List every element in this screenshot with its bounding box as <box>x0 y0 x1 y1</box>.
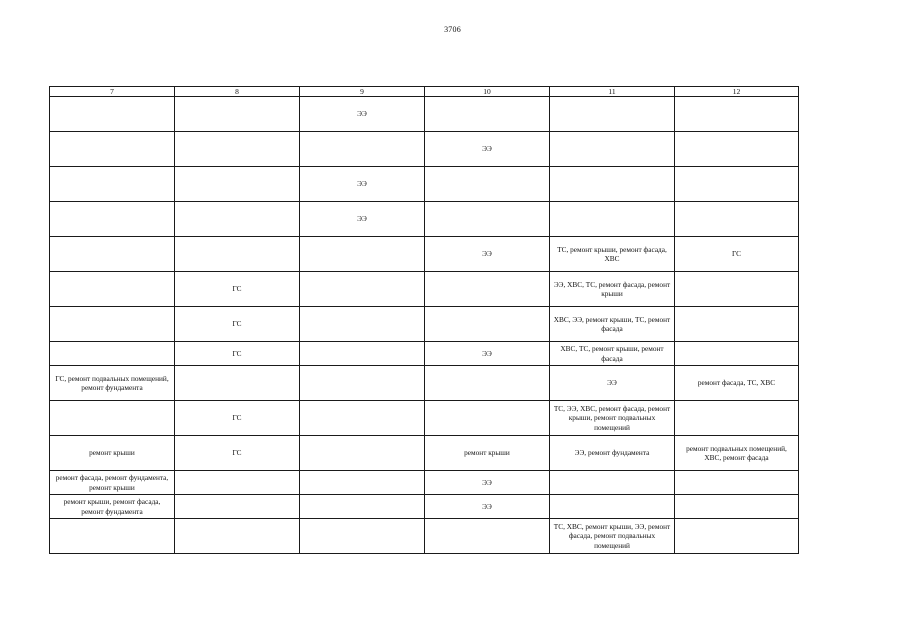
table-cell <box>300 307 425 342</box>
table-row <box>50 97 799 132</box>
table-cell <box>175 471 300 495</box>
table-cell: ЭЭ <box>300 202 425 237</box>
table-cell <box>175 519 300 554</box>
table-cell: ГС <box>175 272 300 307</box>
schedule-table <box>49 86 799 554</box>
table-cell: ЭЭ <box>425 342 550 366</box>
column-header: 12 <box>675 87 799 97</box>
table-cell <box>550 202 675 237</box>
table-cell: ЭЭ <box>425 237 550 272</box>
table-cell <box>425 167 550 202</box>
table-cell <box>675 342 799 366</box>
table-cell <box>675 471 799 495</box>
table-cell <box>425 401 550 436</box>
table-cell <box>50 401 175 436</box>
table-cell <box>675 97 799 132</box>
table-cell <box>300 401 425 436</box>
table-cell <box>675 307 799 342</box>
table-cell: ЭЭ, ХВС, ТС, ремонт фасада, ремонт крыши <box>550 272 675 307</box>
table-cell <box>425 307 550 342</box>
table-cell <box>50 167 175 202</box>
table-cell: ЭЭ <box>300 97 425 132</box>
table-cell <box>425 366 550 401</box>
table-cell <box>550 471 675 495</box>
table-row <box>50 471 799 495</box>
table-cell: ЭЭ <box>300 167 425 202</box>
table-cell: ЭЭ <box>425 495 550 519</box>
table-row <box>50 366 799 401</box>
table-cell <box>300 342 425 366</box>
table-cell <box>550 495 675 519</box>
column-header: 8 <box>175 87 300 97</box>
table-cell: ГС <box>675 237 799 272</box>
table-cell: ТС, ХВС, ремонт крыши, ЭЭ, ремонт фасада, ремонт подвальных помещений <box>550 519 675 554</box>
table-cell <box>175 237 300 272</box>
table-cell <box>300 436 425 471</box>
table-cell <box>300 132 425 167</box>
table-cell <box>675 519 799 554</box>
table-cell <box>50 202 175 237</box>
table-cell <box>675 167 799 202</box>
table-row <box>50 342 799 366</box>
table-cell: ремонт фасада, ТС, ХВС <box>675 366 799 401</box>
table-cell <box>675 202 799 237</box>
table-row <box>50 132 799 167</box>
table-cell: ГС, ремонт подвальных помещений, ремонт фундамента <box>50 366 175 401</box>
table-row <box>50 237 799 272</box>
table-cell <box>300 237 425 272</box>
header-row <box>50 87 799 97</box>
table-cell: ремонт фасада, ремонт фундамента, ремонт крыши <box>50 471 175 495</box>
table-cell <box>50 237 175 272</box>
table-cell: ХВС, ЭЭ, ремонт крыши, ТС, ремонт фасада <box>550 307 675 342</box>
table-row <box>50 495 799 519</box>
table-cell <box>175 97 300 132</box>
table-cell: ТС, ЭЭ, ХВС, ремонт фасада, ремонт крыши, ремонт подвальных помещений <box>550 401 675 436</box>
table-cell: ремонт крыши, ремонт фасада, ремонт фундамента <box>50 495 175 519</box>
table-row <box>50 167 799 202</box>
table-cell <box>675 401 799 436</box>
table-cell <box>175 167 300 202</box>
table-cell <box>550 132 675 167</box>
column-header: 11 <box>550 87 675 97</box>
table-cell <box>550 97 675 132</box>
table-cell <box>425 272 550 307</box>
table-cell <box>50 132 175 167</box>
table-row <box>50 519 799 554</box>
table-cell <box>300 471 425 495</box>
table-cell: ремонт подвальных помещений, ХВС, ремонт фасада <box>675 436 799 471</box>
page-number: 3706 <box>444 25 461 34</box>
table-cell: ГС <box>175 307 300 342</box>
column-header: 7 <box>50 87 175 97</box>
table-row <box>50 272 799 307</box>
table-cell <box>50 519 175 554</box>
table-cell: ГС <box>175 401 300 436</box>
table-row <box>50 307 799 342</box>
table-cell <box>175 495 300 519</box>
table-cell <box>675 132 799 167</box>
table-cell: ХВС, ТС, ремонт крыши, ремонт фасада <box>550 342 675 366</box>
table-cell <box>50 307 175 342</box>
table-cell <box>50 97 175 132</box>
table-cell: ТС, ремонт крыши, ремонт фасада, ХВС <box>550 237 675 272</box>
table-cell <box>175 132 300 167</box>
table-cell <box>550 167 675 202</box>
table-cell: ГС <box>175 342 300 366</box>
table-cell <box>425 202 550 237</box>
table-row <box>50 436 799 471</box>
column-header: 9 <box>300 87 425 97</box>
table-row <box>50 401 799 436</box>
table-cell <box>50 272 175 307</box>
table-cell <box>300 366 425 401</box>
table-cell <box>425 97 550 132</box>
table-cell: ремонт крыши <box>50 436 175 471</box>
table-cell <box>300 519 425 554</box>
table-cell: ремонт крыши <box>425 436 550 471</box>
table-cell <box>300 495 425 519</box>
table-cell: ГС <box>175 436 300 471</box>
table-cell: ЭЭ, ремонт фундамента <box>550 436 675 471</box>
table-cell: ЭЭ <box>425 132 550 167</box>
table-row <box>50 202 799 237</box>
table-cell <box>300 272 425 307</box>
column-header: 10 <box>425 87 550 97</box>
table-cell: ЭЭ <box>550 366 675 401</box>
table-cell <box>425 519 550 554</box>
table-cell <box>175 366 300 401</box>
table-cell <box>50 342 175 366</box>
table-cell: ЭЭ <box>425 471 550 495</box>
table-cell <box>675 495 799 519</box>
table-cell <box>675 272 799 307</box>
table-cell <box>175 202 300 237</box>
